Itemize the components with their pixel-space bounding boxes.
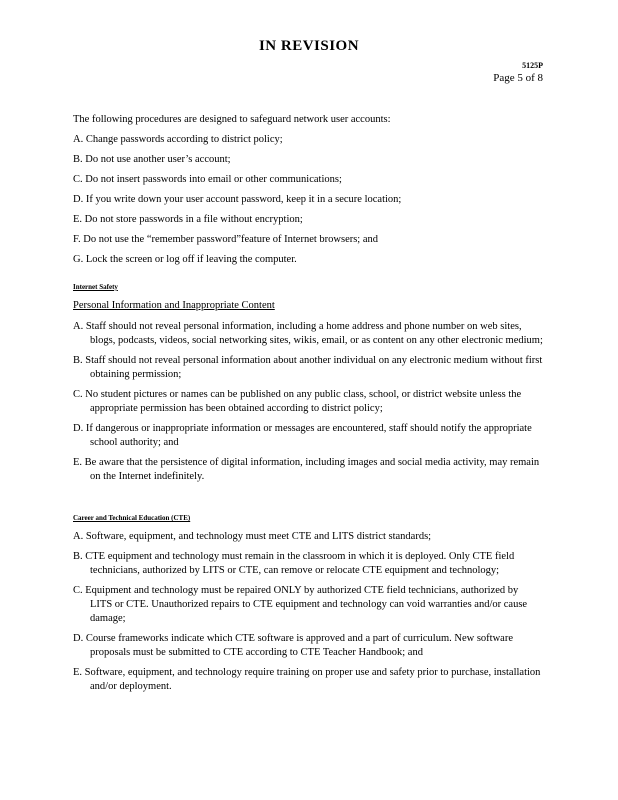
safety-item: B. Staff should not reveal personal information about another individual on any electronic medium without first obtaining permission; <box>73 355 543 380</box>
safety-item: A. Staff should not reveal personal information, including a home address and phone number on web sites, blogs, podcasts, videos, social networking sites, wikis, email, or as content on any other electronic medium; <box>73 321 543 346</box>
cte-item: C. Equipment and technology must be repaired ONLY by authorized CTE field technicians, authorized by LITS or CTE. Unauthorized repairs to CTE equipment and technology can void warranties and/or cause damage; <box>73 585 528 624</box>
procedure-item: G. Lock the screen or log off if leaving the computer. <box>73 254 297 265</box>
procedure-item: E. Do not store passwords in a file without encryption; <box>73 214 303 225</box>
procedure-item: B. Do not use another user’s account; <box>73 154 231 165</box>
password-procedures <box>73 113 543 267</box>
procedure-item: F. Do not use the “remember password”feature of Internet browsers; and <box>73 234 379 245</box>
policy-number: 5125P <box>522 61 543 70</box>
procedures-intro: The following procedures are designed to safeguard network user accounts: <box>73 114 391 125</box>
safety-item: C. No student pictures or names can be published on any public class, school, or district website unless the appropriate permission has been obtained according to district policy; <box>73 389 522 414</box>
page-title: IN REVISION <box>258 38 360 54</box>
cte-item: E. Software, equipment, and technology require training on proper use and safety prior to purchase, installation and/or deployment. <box>73 667 541 692</box>
cte-list <box>73 530 543 694</box>
safety-item: E. Be aware that the persistence of digital information, including images and social media activity, may remain on the Internet indefinitely. <box>73 457 540 482</box>
procedure-item: D. If you write down your user account password, keep it in a secure location; <box>73 194 402 205</box>
procedure-item: C. Do not insert passwords into email or other communications; <box>73 174 342 185</box>
personal-info-subheading: Personal Information and Inappropriate Content <box>73 300 275 311</box>
internet-safety-list <box>73 320 543 484</box>
cte-item: D. Course frameworks indicate which CTE software is approved and a part of curriculum. New software proposals must be submitted to CTE according to CTE Teacher Handbook; and <box>73 633 513 658</box>
cte-item: B. CTE equipment and technology must remain in the classroom in which it is deployed. Only CTE field technicians, authorized by LITS or CTE, can remove or relocate CTE equipment and technology; <box>73 551 515 576</box>
cte-item: A. Software, equipment, and technology must meet CTE and LITS district standards; <box>73 531 432 542</box>
page-number: Page 5 of 8 <box>493 72 543 84</box>
safety-item: D. If dangerous or inappropriate information or messages are encountered, staff should notify the appropriate school authority; and <box>73 423 532 448</box>
procedure-item: A. Change passwords according to district policy; <box>73 134 283 145</box>
internet-safety-heading: Internet Safety <box>73 283 118 291</box>
cte-heading: Career and Technical Education (CTE) <box>73 514 191 522</box>
